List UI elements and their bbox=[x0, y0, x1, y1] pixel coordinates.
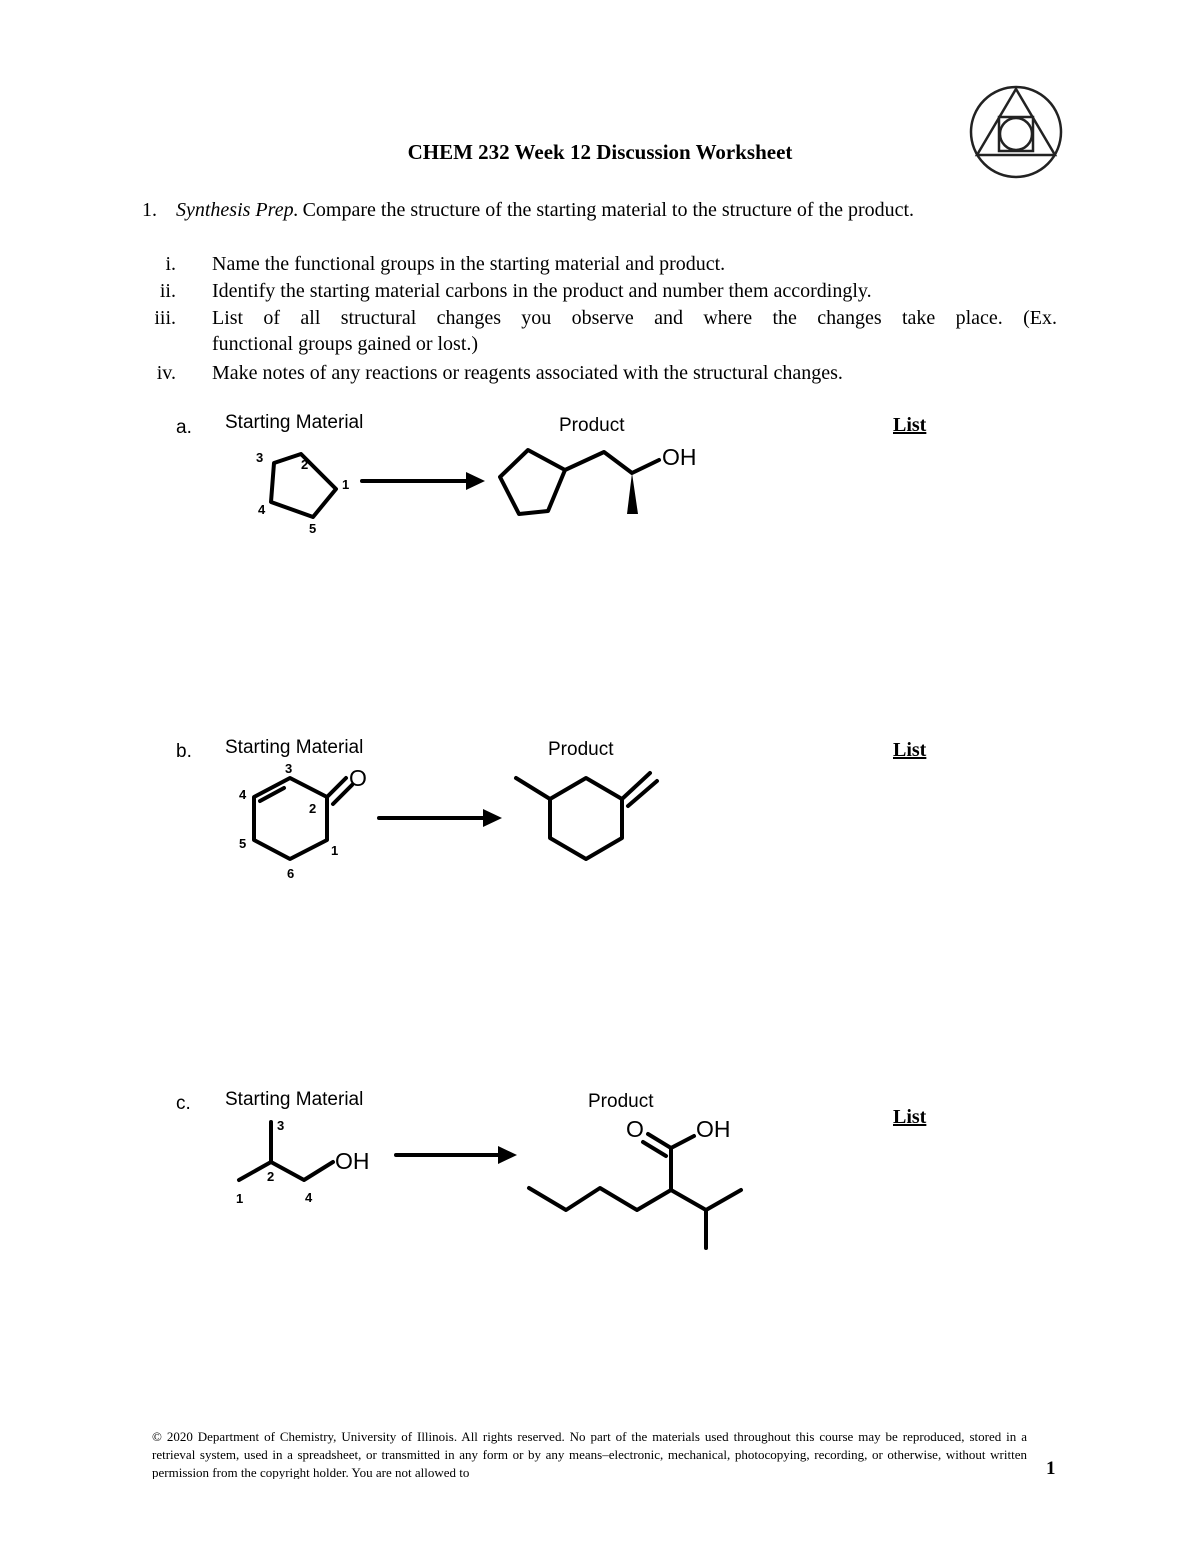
list-label: List bbox=[893, 739, 927, 761]
starting-material-label: Starting Material bbox=[225, 412, 364, 433]
starting-material-label: Starting Material bbox=[225, 1089, 364, 1110]
atom-number: 4 bbox=[239, 787, 247, 802]
hydroxyl-label: OH bbox=[662, 444, 697, 470]
item-numeral: iv. bbox=[156, 362, 176, 384]
main-chain bbox=[529, 1188, 741, 1210]
atom-number: 2 bbox=[267, 1169, 275, 1184]
atom-number: 2 bbox=[309, 801, 317, 816]
alcohol-chain bbox=[239, 1162, 333, 1180]
atom-number: 5 bbox=[309, 521, 317, 536]
atom-number: 3 bbox=[256, 450, 264, 465]
question-text: Compare the structure of the starting material to the structure of the product. bbox=[302, 199, 915, 221]
item-numeral: i. bbox=[165, 253, 176, 275]
atom-number: 4 bbox=[258, 502, 266, 517]
item-numeral: iii. bbox=[154, 307, 176, 329]
list-label: List bbox=[893, 1106, 927, 1128]
atom-number: 3 bbox=[277, 1118, 285, 1133]
product-label: Product bbox=[548, 739, 614, 760]
atom-number: 2 bbox=[301, 457, 309, 472]
product-label: Product bbox=[559, 415, 625, 436]
arrowhead bbox=[498, 1146, 517, 1164]
item-text: Identify the starting material carbons in the product and number them accordingly. bbox=[212, 280, 872, 302]
product-label: Product bbox=[588, 1091, 654, 1112]
worksheet-title: CHEM 232 Week 12 Discussion Worksheet bbox=[407, 140, 793, 164]
atom-number: 1 bbox=[342, 477, 350, 492]
carbonyl-oxygen-label: O bbox=[626, 1116, 644, 1142]
question-number: 1. bbox=[142, 199, 157, 221]
atom-number: 4 bbox=[305, 1190, 313, 1205]
copyright-footer: © 2020 Department of Chemistry, University of Illinois. All rights reserved. No part of the materials used throughout this course may be reproduced, stored in a retrieval system, used in a spreadsheet, or transmitted in any form or by any means–electronic, mechanical, photocopying, recording, or otherwise, without written permission from the copyright holder. You are not allowed to bbox=[152, 1429, 1027, 1479]
problem-letter: a. bbox=[176, 417, 192, 438]
atom-number: 5 bbox=[239, 836, 247, 851]
problem-letter: b. bbox=[176, 741, 192, 762]
problem-letter: c. bbox=[176, 1093, 191, 1114]
item-text: Make notes of any reactions or reagents associated with the structural changes. bbox=[212, 362, 843, 384]
page-number: 1 bbox=[1046, 1458, 1056, 1479]
atom-number: 6 bbox=[287, 866, 295, 881]
atom-number: 1 bbox=[331, 843, 339, 858]
carboxyl-hydroxyl-label: OH bbox=[696, 1116, 731, 1142]
starting-material-label: Starting Material bbox=[225, 737, 364, 758]
item-text: Name the functional groups in the starting material and product. bbox=[212, 253, 726, 275]
oxygen-label: O bbox=[349, 765, 367, 791]
item-numeral: ii. bbox=[159, 280, 176, 302]
item-text: List of all structural changes you observe and where the changes take place. (Ex. bbox=[212, 307, 1057, 329]
item-text-continued: functional groups gained or lost.) bbox=[212, 333, 479, 355]
atom-number: 1 bbox=[236, 1191, 244, 1206]
atom-number: 3 bbox=[285, 761, 293, 776]
hydroxyl-label: OH bbox=[335, 1148, 370, 1174]
hydroxyl-bond bbox=[671, 1136, 694, 1148]
list-label: List bbox=[893, 414, 927, 436]
question-label: Synthesis Prep. bbox=[176, 199, 299, 221]
